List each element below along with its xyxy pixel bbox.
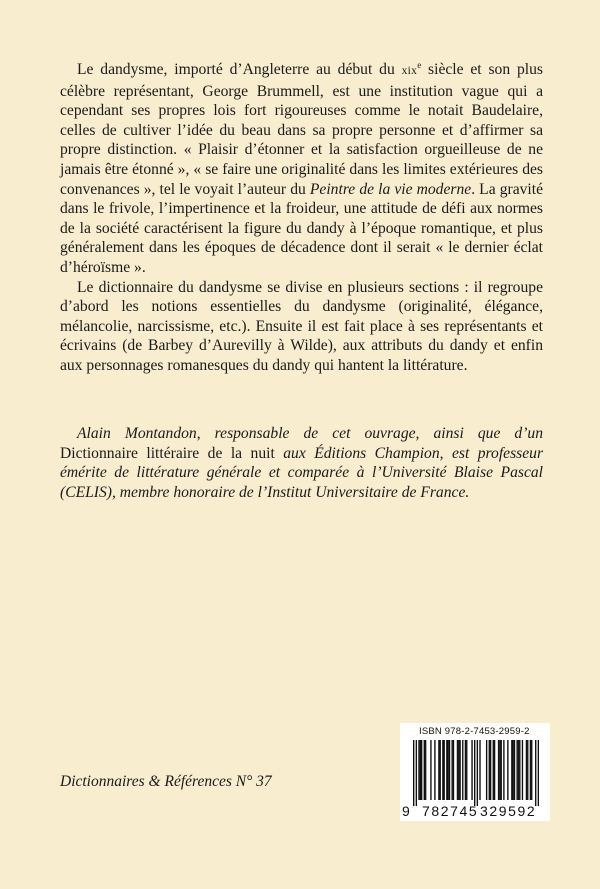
barcode-bar <box>444 740 445 800</box>
barcode-bar <box>458 740 459 800</box>
isbn-barcode <box>400 723 550 821</box>
barcode-bar <box>511 740 512 800</box>
barcode-bar <box>418 740 419 800</box>
barcode-bar <box>447 740 448 800</box>
barcode-bar <box>538 740 539 806</box>
barcode-bar <box>531 740 532 800</box>
barcode-bar <box>535 740 536 806</box>
barcode-bar <box>424 740 425 800</box>
barcode-bar <box>421 740 422 800</box>
barcode-bar <box>440 740 441 800</box>
barcode-bar <box>416 740 417 806</box>
barcode-bar <box>451 740 452 800</box>
barcode-bar <box>479 740 480 800</box>
blurb-paragraph-2: Le dictionnaire du dandysme se divise en plusieurs sections : il regroupe d’abord les notions essentielles du dandysme (originalité, élégance, mélancolie, narcissisme, etc.). Ensuite il est fait place à ses représentants et écrivains (de Barbey d’Aurevilly à Wilde), aux attributs du dandy et enfin aux personnages romanesques du dandy qui hantent la littérature. <box>60 278 543 374</box>
series-label: Dictionnaires & Références N° 37 <box>60 773 272 790</box>
barcode-bar <box>477 740 478 806</box>
author-bio <box>60 424 543 502</box>
barcode-bar <box>526 740 527 800</box>
barcode-bar <box>466 740 467 800</box>
book-title-reference: Peintre de la vie moderne <box>309 180 472 198</box>
barcode-right-digits: 329592 <box>480 803 537 819</box>
barcode-bars <box>413 740 539 806</box>
barcode-bar <box>438 740 439 800</box>
barcode-bar <box>457 740 458 800</box>
barcode-bar <box>462 740 463 800</box>
author-bio-paragraph: Alain Montandon, responsable de cet ouvrage, ainsi que d’un Dictionnaire littéraire de la nuit aux Éditions Champion, est professeur émérite de littérature générale et comparée à l’Université Blaise Pascal (CELIS), membre honoraire de l’Institut Universitaire de France. <box>60 425 544 501</box>
dictionary-title: Dictionnaire littéraire de la nuit <box>60 444 275 462</box>
barcode-first-digit: 9 <box>402 803 410 819</box>
blurb-paragraph-1: Le dandysme, importé d’Angleterre au début du xix$^e$ siècle et son plus célèbre représentant, George Brummell, est une institution vague qui a cependant ses propres lois fort rigoureuses comme le notait Baudelaire, celles de cultiver l’idée du beau dans sa propre personne et d’affirmer sa propre distinction. « Plaisir d’étonner et la satisfaction orgueilleuse de ne jamais être étonné », « se faire une originalité dans les limites extérieures des convenances », tel le voyait l’auteur du Peintre de la vie moderne. La gravité dans le frivole, l’impertinence et la froideur, une attitude de défi aux normes de la société caractérisent la figure du dandy à l’époque romantique, et plus généralement dans les époques de décadence dont il serait « le dernier éclat d’héroïsme ». <box>60 59 544 276</box>
barcode-bar <box>530 740 531 800</box>
barcode-bar <box>507 740 508 800</box>
barcode-bar <box>453 740 454 800</box>
barcode-bar <box>490 740 491 800</box>
barcode-bar <box>494 740 495 800</box>
barcode-bar <box>498 740 499 800</box>
barcode-bar <box>486 740 487 800</box>
barcode-bar <box>474 740 475 806</box>
barcode-bar <box>459 740 460 800</box>
barcode-bar <box>519 740 520 800</box>
barcode-bar <box>413 740 414 806</box>
barcode-bar <box>471 740 472 800</box>
barcode-bar <box>446 740 447 800</box>
barcode-bar <box>465 740 466 800</box>
back-cover-blurb <box>60 60 543 376</box>
barcode-bar <box>499 740 500 800</box>
barcode-bar <box>522 740 523 800</box>
barcode-bar <box>489 740 490 800</box>
barcode-bar <box>434 740 435 800</box>
barcode-bar <box>501 740 502 800</box>
isbn-label: ISBN 978-2-7453-2959-2 <box>419 726 530 737</box>
publisher-name: Éditions Champion <box>314 444 440 462</box>
barcode-bar <box>514 740 515 800</box>
barcode-bar <box>449 740 450 800</box>
century-numeral: xix <box>401 65 418 77</box>
barcode-bar <box>425 740 426 800</box>
barcode-digits <box>400 803 550 819</box>
barcode-bar <box>420 740 421 800</box>
barcode-bar <box>527 740 528 800</box>
barcode-bar <box>503 740 504 800</box>
barcode-bar <box>442 740 443 800</box>
barcode-bar <box>512 740 513 800</box>
barcode-bar <box>516 740 517 800</box>
century-superscript: e <box>417 59 422 70</box>
barcode-bar <box>518 740 519 800</box>
barcode-bar <box>493 740 494 800</box>
barcode-left-digits: 782745 <box>422 803 479 819</box>
barcode-bar <box>430 740 431 800</box>
